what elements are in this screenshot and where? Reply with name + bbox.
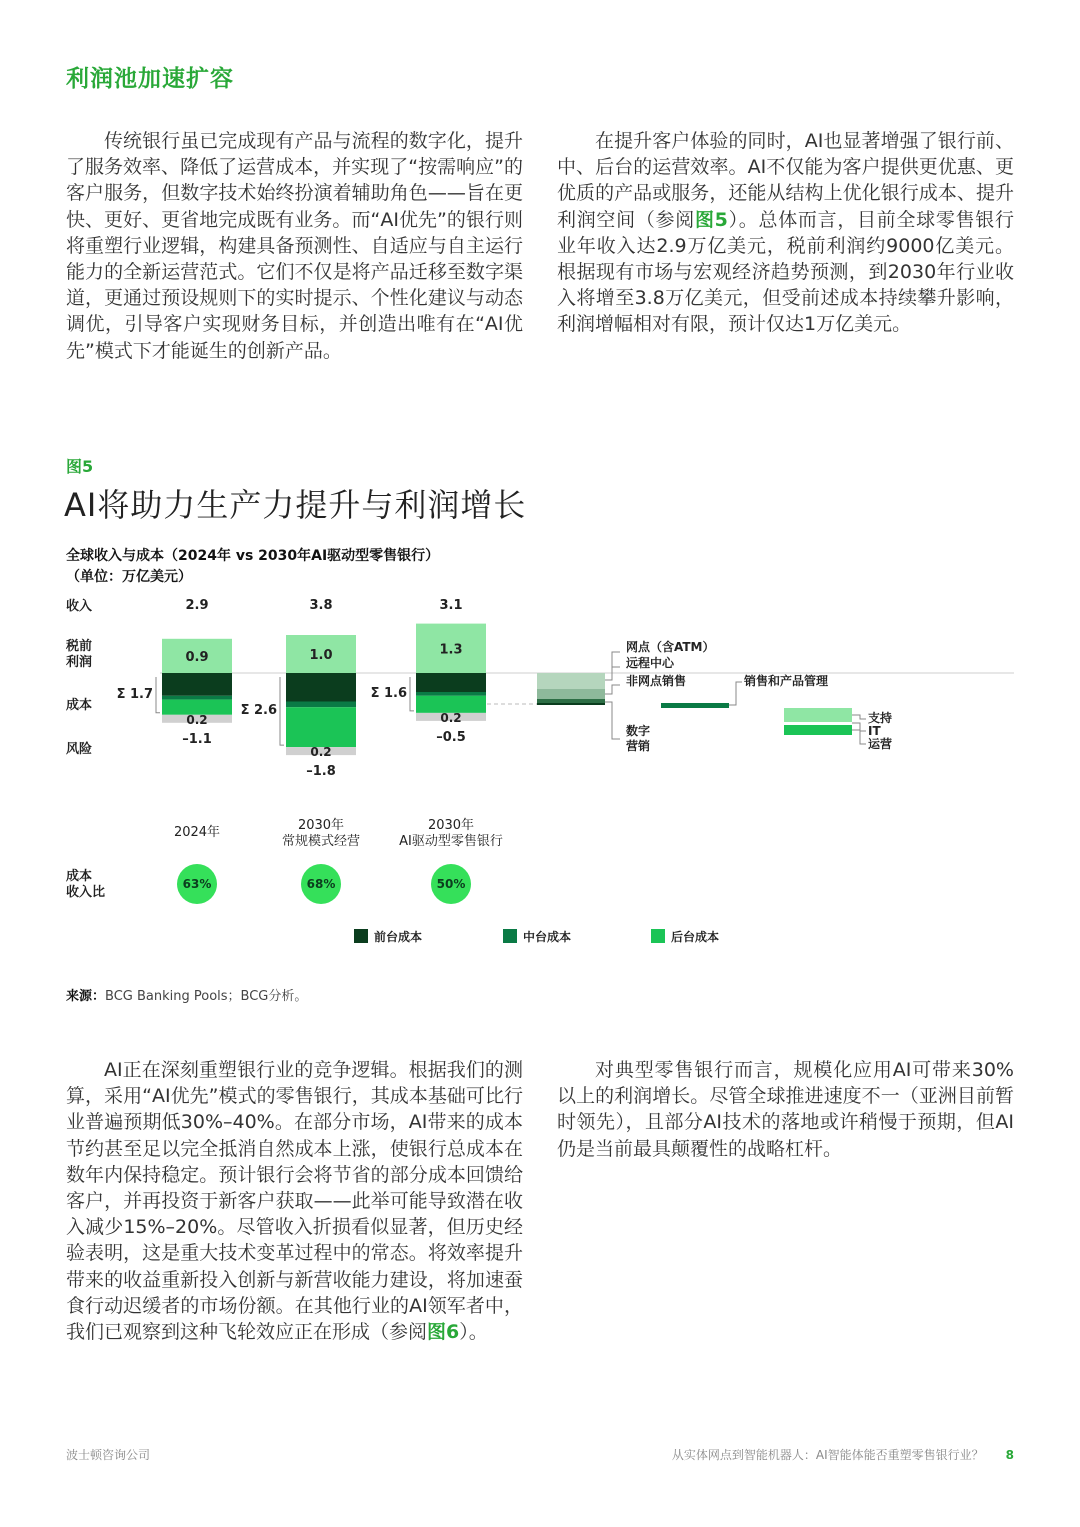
label-it: IT [868, 724, 881, 738]
legend-label: 前台成本 [374, 930, 423, 944]
label-operations: 运营 [868, 737, 893, 751]
chart-legend [354, 929, 719, 944]
label-non-branch-sales: 非网点销售 [626, 674, 687, 688]
legend-label: 后台成本 [671, 930, 720, 944]
breakdown-right-brackets [852, 715, 866, 744]
profit-label: 1.0 [309, 648, 333, 663]
breakdown-detail [537, 639, 892, 753]
figure-5-ref-link[interactable]: 图5 [694, 208, 728, 231]
category-label: AI驱动型零售银行 [399, 834, 503, 849]
top-right-text-a: 在提升客户体验的同时，AI也显著增强了银行前、中、后台的运营效率。AI不仅能为客户提供更优惠、更优质的产品或服务，还能从结构上优化银行成本、提升利润空间（参阅 [557, 130, 1014, 231]
figure-title: AI将助力生产力提升与利润增长 [64, 486, 527, 524]
category-label: 常规模式经营 [281, 834, 361, 849]
bar-group [117, 598, 503, 904]
row-label-ratio-2: 收入比 [66, 885, 106, 900]
cost-total-label: Σ 2.6 [240, 703, 277, 719]
label-remote-center: 远程中心 [626, 656, 675, 670]
cost-bar-segment [416, 692, 486, 696]
label-sales-product-mgmt: 销售和产品管理 [744, 674, 829, 688]
category-label: 2024年 [173, 825, 221, 840]
label-branch-atm: 网点（含ATM） [626, 640, 715, 654]
sales-product-bracket [729, 682, 742, 705]
cost-total-label: Σ 1.6 [370, 685, 407, 701]
breakdown-operations-segment [784, 725, 852, 735]
top-right-paragraph [557, 128, 1014, 338]
source-note [66, 985, 307, 1004]
negative-total-label: –0.5 [436, 729, 466, 745]
page-number: 8 [1005, 1448, 1014, 1462]
negative-total-label: –1.1 [182, 731, 212, 747]
source-text: BCG Banking Pools；BCG分析。 [105, 989, 308, 1004]
revenue-label: 3.1 [439, 598, 463, 613]
top-left-paragraph [66, 128, 523, 364]
legend-swatch [651, 929, 665, 943]
cost-bar-segment [286, 673, 356, 702]
cost-total-label: Σ 1.7 [116, 686, 153, 702]
top-right-text-b: ）。总体而言，目前全球零售银行业年收入达2.9万亿美元，税前利润约9000亿美元。根据现有市场与宏观经济趋势预测，到2030年行业收入将增至3.8万亿美元，但受前述成本持续攀升影响，利润增幅相对有限，预计仅达1万亿美元。 [557, 208, 1014, 336]
category-label: 2030年 [297, 818, 345, 833]
source-label: 来源： [66, 989, 106, 1004]
label-marketing: 营销 [626, 739, 651, 753]
legend-swatch [503, 929, 517, 943]
chart-unit: （单位：万亿美元） [66, 569, 192, 585]
ratio-label: 50% [436, 877, 466, 891]
bottom-right-text: 对典型零售银行而言，规模化应用AI可带来30%以上的利润增长。尽管全球推进速度不一（亚洲目前暂时领先），且部分AI技术的落地或许稍慢于预期，但AI仍是当前最具颠覆性的战略杠杆。 [557, 1059, 1014, 1160]
cost-bracket [156, 677, 160, 713]
cost-bracket [410, 677, 414, 711]
legend-swatch [354, 929, 368, 943]
risk-label: 0.2 [186, 712, 208, 727]
legend-label: 中台成本 [523, 930, 572, 944]
revenue-label: 3.8 [309, 598, 333, 613]
cost-bar-segment [286, 707, 356, 747]
cost-bracket [280, 677, 284, 745]
negative-total-label: –1.8 [306, 764, 336, 780]
waterfall-chart [0, 590, 1080, 960]
risk-label: 0.2 [310, 745, 332, 760]
cost-bar-segment [162, 673, 232, 696]
footer-company: 波士顿咨询公司 [66, 1448, 151, 1462]
row-label-ratio-1: 成本 [66, 869, 93, 884]
breakdown-remote-segment [537, 689, 605, 699]
breakdown-left-brackets [605, 652, 620, 739]
figure-6-ref-link[interactable]: 图6 [427, 1321, 460, 1344]
row-label-risk: 风险 [66, 742, 93, 757]
breakdown-branch-segment [537, 673, 605, 689]
label-support: 支持 [868, 711, 893, 725]
row-label-profit-2: 利润 [66, 655, 93, 670]
ratio-label: 63% [182, 877, 212, 891]
breakdown-support-segment [784, 708, 852, 722]
breakdown-gap [784, 722, 852, 725]
bottom-right-paragraph [557, 1057, 1014, 1162]
row-labels [65, 598, 105, 900]
label-digital: 数字 [626, 724, 651, 738]
figure-label: 图5 [66, 457, 94, 476]
breakdown-digital-segment [537, 703, 605, 705]
row-label-profit-1: 税前 [66, 639, 93, 654]
row-label-revenue: 收入 [66, 599, 93, 614]
cost-bar-segment [162, 696, 232, 700]
profit-label: 1.3 [439, 642, 463, 658]
top-right-text [557, 128, 1014, 338]
chart-title: 全球收入与成本（2024年 vs 2030年AI驱动型零售银行） [66, 548, 440, 564]
bottom-left-text [66, 1057, 523, 1345]
bottom-left-text-b: ）。 [459, 1321, 488, 1344]
category-label: 2030年 [427, 818, 475, 833]
cost-bar-segment [416, 673, 486, 692]
section-title: 利润池加速扩容 [66, 66, 234, 92]
risk-label: 0.2 [440, 710, 462, 725]
profit-label: 0.9 [185, 649, 209, 665]
bottom-left-paragraph [66, 1057, 523, 1345]
cost-bar-segment [286, 702, 356, 708]
breakdown-sales-product-segment [661, 703, 729, 708]
bottom-left-text-a: AI正在深刻重塑银行业的竞争逻辑。根据我们的测算，采用“AI优先”模式的零售银行，其成本基础可比行业普遍预期低30%–40%。在部分市场，AI带来的成本节约甚至足以完全抵消自然成本上涨，使银行总成本在数年内保持稳定。预计银行会将节省的部分成本回馈给客户，并再投资于新客户获取——此举可能导致潜在收入减少15%–20%。尽管收入折损看似显著，但历史经验表明，这是重大技术变革过程中的常态。将效率提升带来的收益重新投入创新与新营收能力建设，将加速蚕食行动迟缓者的市场份额。在其他行业的AI领军者中，我们已观察到这种飞轮效应正在形成（参阅 [66, 1059, 523, 1344]
revenue-label: 2.9 [185, 598, 209, 613]
row-label-cost: 成本 [66, 698, 93, 713]
top-left-text: 传统银行虽已完成现有产品与流程的数字化，提升了服务效率、降低了运营成本，并实现了“按需响应”的客户服务，但数字技术始终扮演着辅助角色——旨在更快、更好、更省地完成既有业务。而“AI优先”的银行则将重塑行业逻辑，构建具备预测性、自适应与自主运行能力的全新运营范式。它们不仅是将产品迁移至数字渠道，更通过预设规则下的实时提示、个性化建议与动态调优，引导客户实现财务目标，并创造出唯有在“AI优先”模式下才能诞生的创新产品。 [66, 130, 523, 362]
footer-report-title: 从实体网点到智能机器人：AI智能体能否重塑零售银行业？ [671, 1448, 984, 1462]
ratio-label: 68% [306, 877, 336, 891]
breakdown-nonbranch-segment [537, 699, 605, 703]
footer-title [672, 1446, 1014, 1463]
